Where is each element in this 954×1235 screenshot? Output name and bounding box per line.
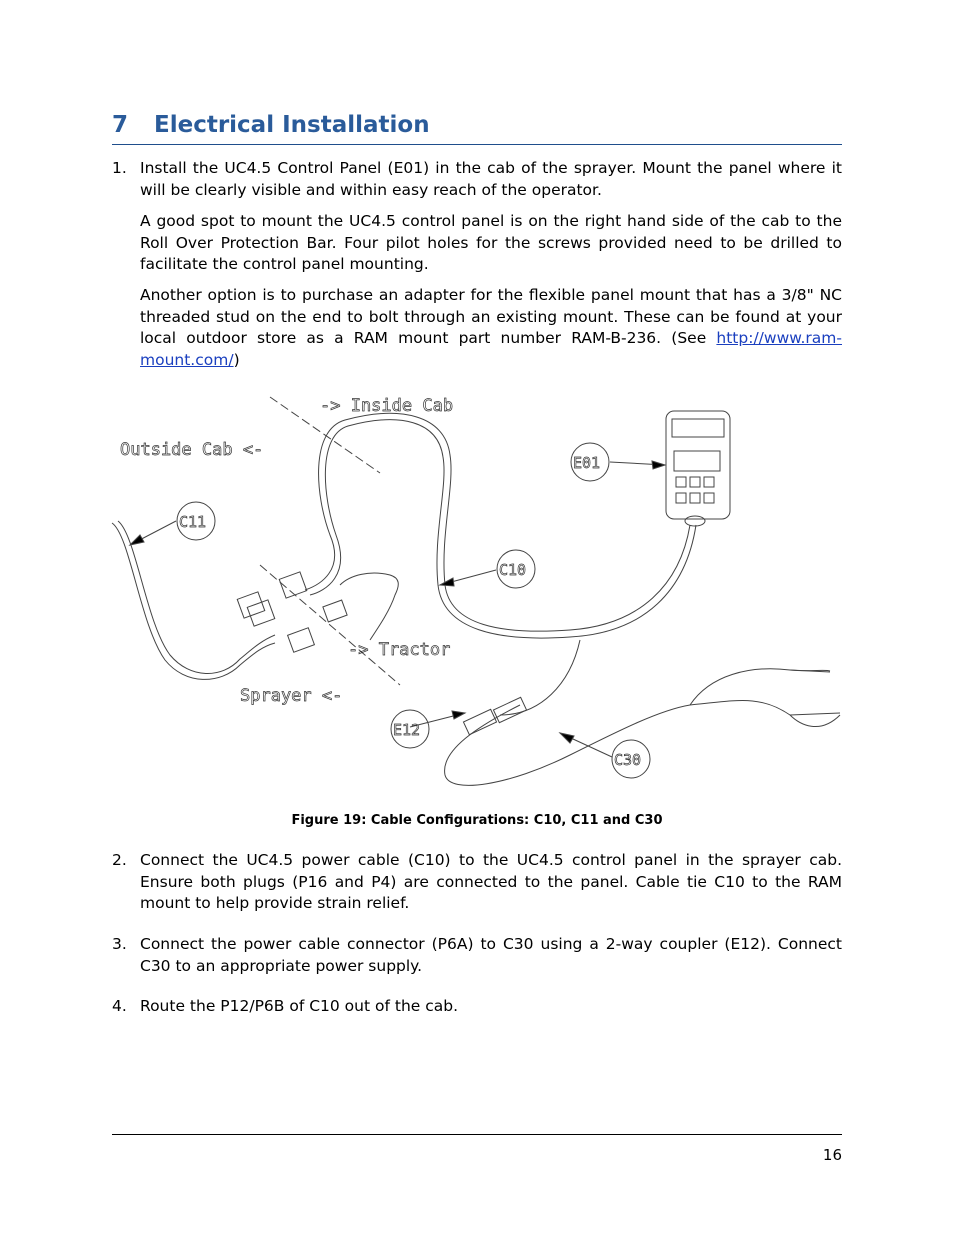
callout-c10: C10 [499, 561, 527, 579]
callout-e12: E12 [393, 721, 421, 739]
tractor-label: -> Tractor [348, 640, 451, 660]
footer-divider [112, 1134, 842, 1135]
page-number: 16 [822, 1146, 842, 1164]
step-1-note-adapter [140, 285, 842, 371]
adapter-text-end: ) [233, 350, 240, 369]
sprayer-label: Sprayer <- [240, 686, 343, 706]
ram-mount-link[interactable]: http://www.ram-mount.com/ [140, 329, 842, 369]
step-4-text: Route the P12/P6B of C10 out of the cab. [140, 997, 459, 1015]
outside-cab-label: Outside Cab <- [120, 440, 264, 460]
adapter-text: Another option is to purchase an adapter for the flexible panel mount that has a 3/8" NC threaded stud on the end to bolt through an existing mount. These can be found at your local outdoor store as a RAM mount part number RAM-B-236. (See [140, 286, 842, 347]
inside-cab-label: -> Inside Cab [320, 396, 454, 416]
step-number: 4. [112, 997, 127, 1015]
step-number: 2. [112, 851, 127, 869]
step-number: 3. [112, 935, 127, 953]
figure-caption: Figure 19: Cable Configurations: C10, C11 and C30 [291, 813, 663, 828]
section-number: 7 [112, 112, 129, 138]
cable-diagram [100, 385, 860, 805]
step-3-text: Connect the power cable connector (P6A) to C30 using a 2-way coupler (E12). Connect C30 to an appropriate power supply. [140, 935, 842, 975]
callout-c30: C30 [614, 751, 642, 769]
callout-c11: C11 [179, 513, 207, 531]
step-1-text: Install the UC4.5 Control Panel (E01) in the cab of the sprayer. Mount the panel where it will be clearly visible and within easy reach of the operator. [140, 159, 842, 199]
section-title: Electrical Installation [154, 112, 430, 138]
section-heading [112, 112, 842, 145]
step-1-note-mounting-spot: A good spot to mount the UC4.5 control panel is on the right hand side of the cab to the Roll Over Protection Bar. Four pilot holes for the screws provided need to be drilled to facilitate the control panel mounting. [140, 212, 842, 273]
cable-configuration-figure [100, 385, 860, 805]
step-2-text: Connect the UC4.5 power cable (C10) to the UC4.5 control panel in the sprayer cab. Ensure both plugs (P16 and P4) are connected to the panel. Cable tie C10 to the RAM mount to help provide strain relief. [140, 851, 842, 912]
callout-e01: E01 [573, 454, 601, 472]
step-number: 1. [112, 159, 127, 177]
